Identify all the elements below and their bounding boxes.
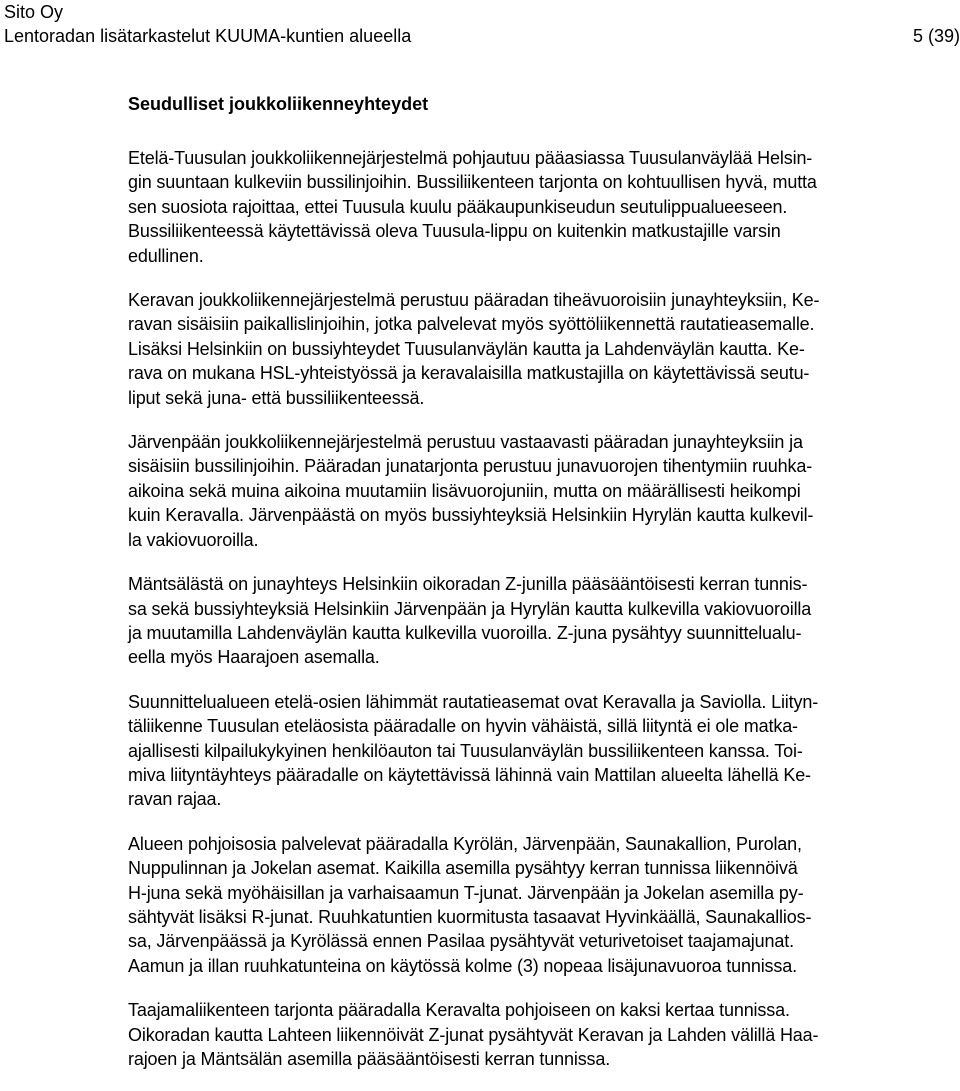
paragraph-line: ravan rajaa. <box>128 789 222 810</box>
paragraph <box>128 572 943 670</box>
document-title: Lentoradan lisätarkastelut KUUMA-kuntien alueella <box>4 26 412 46</box>
company-name: Sito Oy <box>4 2 64 22</box>
paragraph-line: Aamun ja illan ruuhkatunteina on käytössä kolme (3) nopeaa lisäjunavuoroa tunnissa. <box>128 955 797 976</box>
paragraph-line: kuin Keravalla. Järvenpäästä on myös bussiyhteyksiä Helsinkiin Hyrylän kautta kulkevil- <box>128 505 814 526</box>
paragraph-line: sa sekä bussiyhteyksiä Helsinkiin Järvenpään ja Hyrylän kautta kulkevilla vakiovuoroilla <box>128 598 812 619</box>
paragraph-line: Etelä-Tuusulan joukkoliikennejärjestelmä pohjautuu pääasiassa Tuusulanväylää Helsin- <box>128 148 813 168</box>
paragraph <box>128 832 943 978</box>
paragraph-line: ajallisesti kilpailukykyinen henkilöauton tai Tuusulanväylän bussiliikenteen kanssa. Toi- <box>128 740 803 761</box>
paragraph-line: sa, Järvenpäässä ja Kyrölässä ennen Pasilaa pysähtyvät veturivetoiset taajamajunat. <box>128 931 794 952</box>
paragraph-line: sisäisiin bussilinjoihin. Pääradan junatarjonta perustuu junavuorojen tihentymiin ruuhka- <box>128 456 813 477</box>
paragraph <box>128 998 943 1071</box>
paragraph-line: Lisäksi Helsinkiin on bussiyhteydet Tuusulanväylän kautta ja Lahdenväylän kautta. Ke- <box>128 338 805 359</box>
paragraph-line: ravan sisäisiin paikallislinjoihin, jotka palvelevat myös syöttöliikennettä rautatieasemalle. <box>128 314 815 335</box>
paragraph-line: Nuppulinnan ja Jokelan asemat. Kaikilla asemilla pysähtyy kerran tunnissa liikennöivä <box>128 858 798 879</box>
paragraph-line: H-juna sekä myöhäisillan ja varhaisaamun T-junat. Järvenpään ja Jokelan asemilla py- <box>128 882 804 903</box>
paragraph-line: Taajamaliikenteen tarjonta pääradalla Keravalta pohjoiseen on kaksi kertaa tunnissa. <box>128 1000 790 1021</box>
paragraph-line: liput sekä juna- että bussiliikenteessä. <box>128 387 425 408</box>
paragraph <box>128 288 943 410</box>
paragraph-line: edullinen. <box>128 245 204 266</box>
page-header <box>4 0 960 48</box>
paragraph-line: Järvenpään joukkoliikennejärjestelmä perustuu vastaavasti pääradan junayhteyksiin ja <box>128 432 803 453</box>
paragraph-line: Alueen pohjoisosia palvelevat pääradalla Kyrölän, Järvenpään, Saunakallion, Purolan, <box>128 833 802 854</box>
paragraph-line: Bussiliikenteessä käytettävissä oleva Tuusula-lippu on kuitenkin matkustajille varsin <box>128 221 781 242</box>
paragraph-line: Oikoradan kautta Lahteen liikennöivät Z-junat pysähtyvät Keravan ja Lahden välillä Haa- <box>128 1024 819 1045</box>
paragraph-line: aikoina sekä muina aikoina muutamiin lisävuorojuniin, mutta on määrällisesti heikompi <box>128 480 801 501</box>
paragraph-line: Suunnittelualueen etelä-osien lähimmät rautatieasemat ovat Keravalla ja Saviolla. Liityn- <box>128 691 819 712</box>
document-body <box>128 92 943 1091</box>
paragraph-line: Keravan joukkoliikennejärjestelmä perustuu pääradan tiheävuoroisiin junayhteyksiin, Ke- <box>128 290 820 311</box>
paragraph <box>128 690 943 812</box>
section-title: Seudulliset joukkoliikenneyhteydet <box>128 94 429 114</box>
paragraph-line: la vakiovuoroilla. <box>128 529 259 550</box>
paragraph-line: miva liityntäyhteys pääradalle on käytettävissä lähinnä vain Mattilan alueelta lähellä Ke- <box>128 764 811 785</box>
page-number: 5 (39) <box>912 26 960 46</box>
paragraph <box>128 146 943 268</box>
paragraph-line: gin suuntaan kulkeviin bussilinjoihin. Bussiliikenteen tarjonta on kohtuullisen hyvä, mutta <box>128 172 817 193</box>
paragraph-line: Mäntsälästä on junayhteys Helsinkiin oikoradan Z-junilla pääsääntöisesti kerran tunnis- <box>128 574 808 595</box>
paragraph-line: rajoen ja Mäntsälän asemilla pääsääntöisesti kerran tunnissa. <box>128 1049 611 1069</box>
paragraph-line: rava on mukana HSL-yhteistyössä ja keravalaisilla matkustajilla on käytettävissä seutu- <box>128 363 810 384</box>
paragraph-line: täliikenne Tuusulan eteläosista pääradalle on hyvin vähäistä, sillä liityntä ei ole matka- <box>128 716 798 737</box>
paragraph-line: sähtyvät lisäksi R-junat. Ruuhkatuntien kuormitusta tasaavat Hyvinkäällä, Saunakallios- <box>128 906 812 927</box>
paragraph-line: sen suosiota rajoittaa, ettei Tuusula kuulu pääkaupunkiseudun seutulippualueeseen. <box>128 196 788 217</box>
paragraph <box>128 430 943 552</box>
paragraph-list <box>128 146 943 1071</box>
header-title-row <box>4 24 960 48</box>
paragraph-line: ja muutamilla Lahdenväylän kautta kulkevilla vuoroilla. Z-juna pysähtyy suunnittelualu- <box>128 622 802 643</box>
paragraph-line: eella myös Haarajoen asemalla. <box>128 647 380 668</box>
